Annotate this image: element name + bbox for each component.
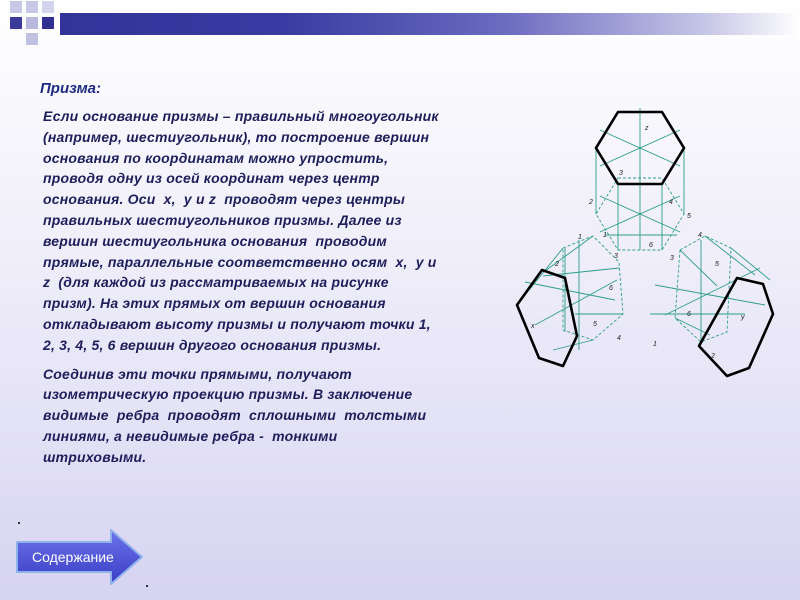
label-top-2: 2 [589,199,593,206]
label-left-x: x [531,323,535,330]
text-line: правильных шестиугольников призмы. Далее из [43,211,402,228]
label-left-2: 2 [555,261,559,268]
label-top-5: 5 [687,213,691,220]
stray-mark [146,585,148,587]
text-line: откладывают высоту призмы и получают точки 1, [43,315,431,332]
thin-construction-lines [517,108,770,350]
decor-square-6 [42,17,54,29]
text-line: (например, шестиугольник), то построение вершин [43,128,430,145]
body-text [43,106,513,468]
decor-square-2 [26,1,38,13]
text-line: изометрическую проекцию призмы. В заключение [43,386,413,403]
text-line: призм). На этих прямых от вершин основания [43,295,386,312]
label-right-5: 5 [715,261,719,268]
label-top-3: 3 [619,170,623,177]
text-line: проводя одну из осей координат через центр [43,170,380,187]
text-line: видимые ребра проводят сплошными толстыми [43,407,427,424]
label-top-z: z [645,125,649,132]
decor-square-7 [26,33,38,45]
text-line: z (для каждой из рассматриваемых на рисунке [43,274,389,291]
prisms-drawing [505,100,790,400]
text-line: вершин шестиугольника основания проводим [43,232,387,249]
label-right-y: y [741,314,745,321]
label-top-1: 1 [603,232,607,239]
label-right-6: 6 [687,311,691,318]
text-line: Соединив эти точки прямыми, получают [43,365,352,382]
label-left-4: 4 [617,335,621,342]
label-right-4: 4 [698,232,702,239]
label-top-4: 4 [669,199,673,206]
text-line: прямые, параллельные соответственно осям x, y и [43,253,437,270]
thick-visible-edges [517,112,773,376]
label-right-2: 2 [711,353,715,360]
decor-square-1 [10,1,22,13]
label-right-3: 3 [670,255,674,262]
decor-square-3 [42,1,54,13]
text-line: линиями, а невидимые ребра - тонкими [43,427,338,444]
text-line: штриховыми. [43,448,147,465]
decor-square-5 [26,17,38,29]
label-left-6: 6 [609,285,613,292]
decor-square-4 [10,17,22,29]
label-left-1: 1 [578,234,582,241]
label-left-3: 3 [614,253,618,260]
text-line: Если основание призмы – правильный многоугольник [43,108,439,124]
isometric-prisms-figure [505,100,790,400]
text-line: основания. Оси x, y и z проводят через центры [43,191,405,208]
label-top-6: 6 [649,242,653,249]
text-line: основания по координатам можно упростить, [43,149,389,166]
contents-button[interactable] [15,528,145,586]
slide-heading: Призма: [40,80,102,97]
text-line: 2, 3, 4, 5, 6 вершин другого основания призмы. [43,336,382,353]
stray-mark [18,522,20,524]
title-bar-gradient [60,13,800,35]
top-decoration [0,0,800,48]
label-right-1: 1 [653,341,657,348]
contents-button-label: Содержание [32,549,114,565]
label-left-5: 5 [593,321,597,328]
